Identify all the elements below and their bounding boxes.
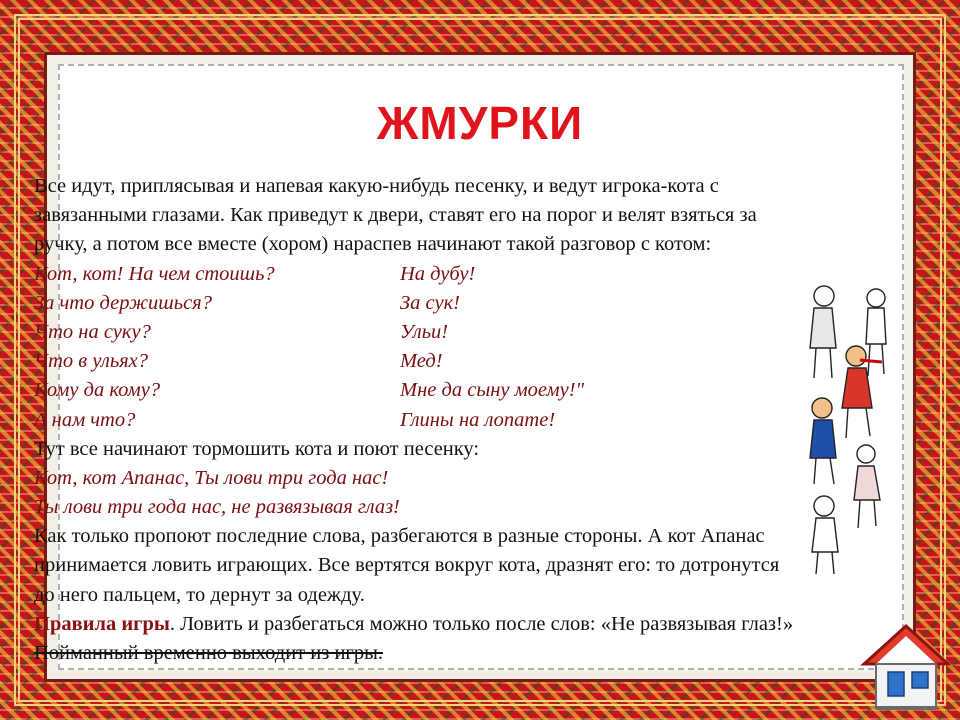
dialog-question: За что держишься?	[34, 291, 212, 314]
dialog-line	[34, 347, 906, 376]
dialog-line	[34, 406, 906, 435]
page-title: ЖМУРКИ	[376, 97, 584, 149]
children-playing-illustration	[796, 278, 906, 578]
dialog-line	[34, 260, 906, 289]
home-icon[interactable]	[860, 620, 952, 714]
dialog-answer: Мед!	[400, 350, 443, 373]
rules-line	[34, 610, 906, 639]
dialog-answer: Мне да сыну моему!"	[400, 379, 585, 402]
dialog-question: Кому да кому?	[34, 379, 161, 402]
dialog-answer: За сук!	[400, 291, 460, 314]
dialog-answer: На дубу!	[400, 262, 476, 285]
rules-label: Правила игры	[34, 612, 170, 635]
song-intro: Тут все начинают тормошить кота и поют песенку:	[34, 437, 480, 460]
dialog-answer: Ульи!	[400, 320, 449, 343]
paragraph2-line: Как только пропоют последние слова, разбегаются в разные стороны. А кот Апанас	[34, 525, 765, 548]
dialog-line	[34, 318, 906, 347]
paragraph1-line: Все идут, приплясывая и напевая какую-нибудь песенку, и ведут игрока-кота с	[34, 175, 719, 197]
paragraph1-line: ручку, а потом все вместе (хором) нараспев начинают такой разговор с котом:	[34, 233, 712, 256]
rules-text: . Ловить и разбегаться можно только после слов: «Не развязывая глаз!»	[169, 612, 794, 635]
paragraph2-line: принимается ловить играющих. Все вертятся вокруг кота, дразнят его: то дотронутся	[34, 554, 780, 577]
dialog-question: Что в ульях?	[34, 350, 149, 373]
dialog-line	[34, 376, 906, 405]
paragraph2-line: до него пальцем, то дернут за одежду.	[34, 583, 365, 606]
game-description	[34, 172, 906, 668]
song-line: Ты лови три года нас, не развязывая глаз!	[34, 496, 400, 519]
paragraph1-line: завязанными глазами. Как приведут к двери, ставят его на порог и велят взяться за	[34, 204, 757, 227]
dialog-line	[34, 289, 906, 318]
song-line: Кот, кот Апанас, Ты лови три года нас!	[34, 466, 389, 489]
dialog-question: Что на суку?	[34, 320, 151, 343]
dialog-answer: Глины на лопате!	[400, 408, 556, 431]
dialog-question: Кот, кот! На чем стоишь?	[34, 262, 275, 285]
dialog-question: А нам что?	[34, 408, 136, 431]
rules-line-2: Пойманный временно выходит из игры.	[34, 642, 383, 664]
